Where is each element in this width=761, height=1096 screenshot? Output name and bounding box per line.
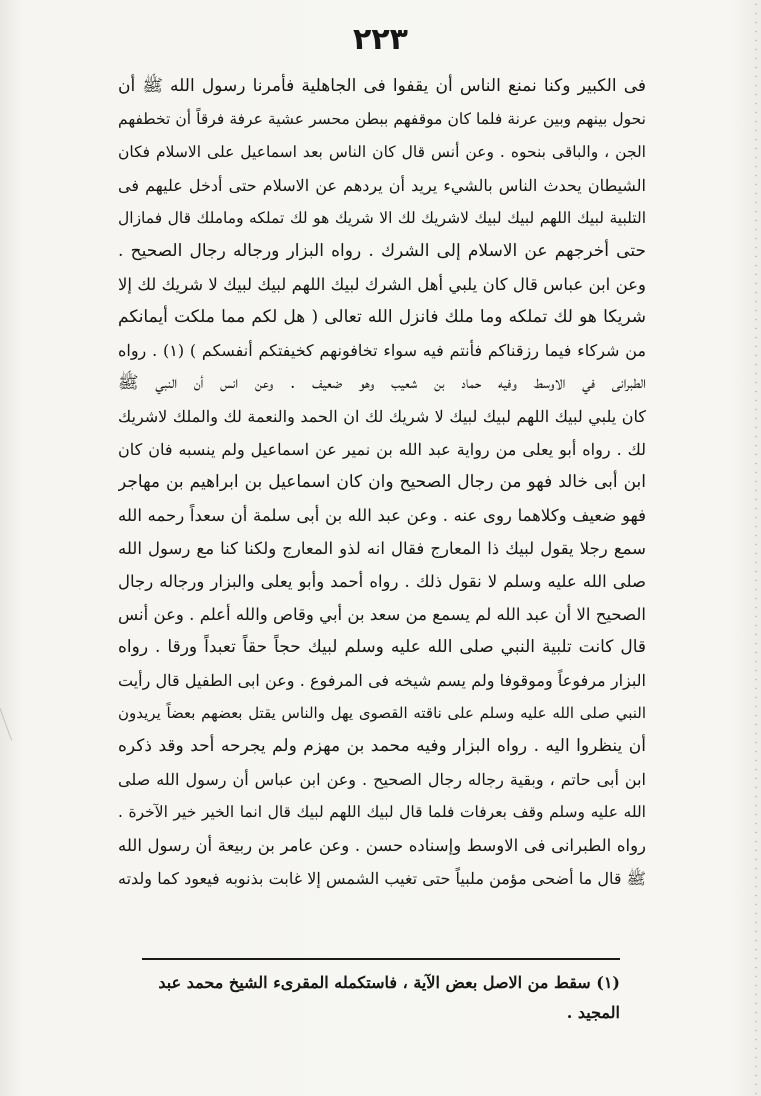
text-line: الله عليه وسلم وقف بعرفات فلما قال لبيك اللهم لبيك قال انما الخير خير الآخرة . — [118, 803, 646, 821]
text-line: سمع رجلا يقول لبيك ذا المعارج فقال انه لذو المعارج ولكنا كنا مع رسول الله — [118, 539, 646, 558]
text-line: رواه الطبرانى فى الاوسط وإسناده حسن . وعن عامر بن ربيعة أن رسول الله — [118, 836, 646, 855]
text-line: نحول بينهم وبين عرنة فلما كان موقفهم ببطن محسر عشية عرفة فرقاً أن تخطفهم — [118, 110, 646, 128]
text-line: شريكا هو لك تملكه وما ملك فانزل الله تعالى ( هل لكم مما ملكت أيمانكم — [118, 307, 646, 327]
page-number: ٢٢٣ — [353, 22, 408, 57]
text-line: وعن ابن عباس قال كان يلبي أهل الشرك لبيك اللهم لبيك لبيك لا شريك لك إلا — [118, 275, 646, 294]
text-line: فهو ضعيف وكلاهما روى عنه . وعن عبد الله بن أبى سلمة أن سعداً رحمه الله — [118, 506, 646, 525]
text-line: حتى أخرجهم عن الاسلام إلى الشرك . رواه البزار ورجاله رجال الصحيح . — [118, 241, 646, 261]
text-line: أن ينظروا اليه . رواه البزار وفيه محمد بن مهزم ولم يجرحه أحد وقد ذكره — [118, 736, 646, 756]
text-line: ابن أبى حاتم ، وبقية رجاله رجال الصحيح . وعن ابن عباس أن رسول الله صلى — [118, 770, 646, 789]
text-line: كان يلبي لبيك اللهم لبيك لبيك لا شريك لك ان الحمد والنعمة لك والملك لاشريك — [118, 407, 646, 426]
text-line: فى الكبير وكنا نمنع الناس أن يقفوا فى الجاهلية فأمرنا رسول الله ﷺ أن — [118, 76, 646, 96]
text-line: ابن أبى خالد فهو من رجال الصحيح وان كان اسماعيل بن ابراهيم بن مهاجر — [118, 472, 646, 492]
text-line: البزار مرفوعاً وموقوفا ولم يسم شيخه فى المرفوع . وعن ابى الطفيل قال رأيت — [118, 671, 646, 690]
text-line: الصحيح الا أن عبد الله لم يسمع من سعد بن أبي وقاص والله أعلم . وعن أنس — [118, 605, 646, 624]
text-line: لك . رواه أبو يعلى من رواية عبد الله بن نمير عن اسماعيل ولم ينسبه فان كان — [118, 440, 646, 459]
text-line: قال كانت تلبية النبي صلى الله عليه وسلم لبيك حجاً حقاً تعبداً ورقا . رواه — [118, 637, 646, 657]
text-line: النبي صلى الله عليه وسلم على ناقته القصوى يهل والناس يقتل بعضهم بعضاً يريدون — [118, 704, 646, 722]
binding-dots — [751, 0, 761, 1096]
body-text — [118, 70, 646, 950]
text-line: ﷺ قال ما أضحى مؤمن ملبياً حتى تغيب الشمس إلا غابت بذنوبه فيعود كما ولدته — [118, 869, 646, 888]
text-line: الشيطان يحدث الناس بالشيء يريد أن يردهم عن الاسلام حتى أدخل عليهم فى — [118, 176, 646, 195]
text-line: صلى الله عليه وسلم لا نقول ذلك . رواه أحمد وأبو يعلى والبزار ورجاله رجال — [118, 572, 646, 591]
text-line: التلبية لبيك اللهم لبيك لبيك لاشريك لك الا شريك هو لك تملكه وماملك قال فمازال — [118, 209, 646, 227]
text-line: من شركاء فيما رزقناكم فأنتم فيه سواء تخافونهم كخيفتكم أنفسكم ) (١) . رواه — [118, 341, 646, 360]
text-line: الطبرانى في الاوسط وفيه حماد بن شعيب وهو ضعيف . وعن انس أن النبي ﷺ — [118, 373, 646, 393]
footnote: (١) سقط من الاصل بعض الآية ، فاستكمله المقرىء الشيخ محمد عبد المجيد . — [158, 973, 620, 1022]
footnote-divider — [142, 958, 620, 960]
text-line: الجن ، والباقى بنحوه . وعن أنس قال كان الناس بعد اسماعيل على الاسلام فكان — [118, 143, 646, 161]
